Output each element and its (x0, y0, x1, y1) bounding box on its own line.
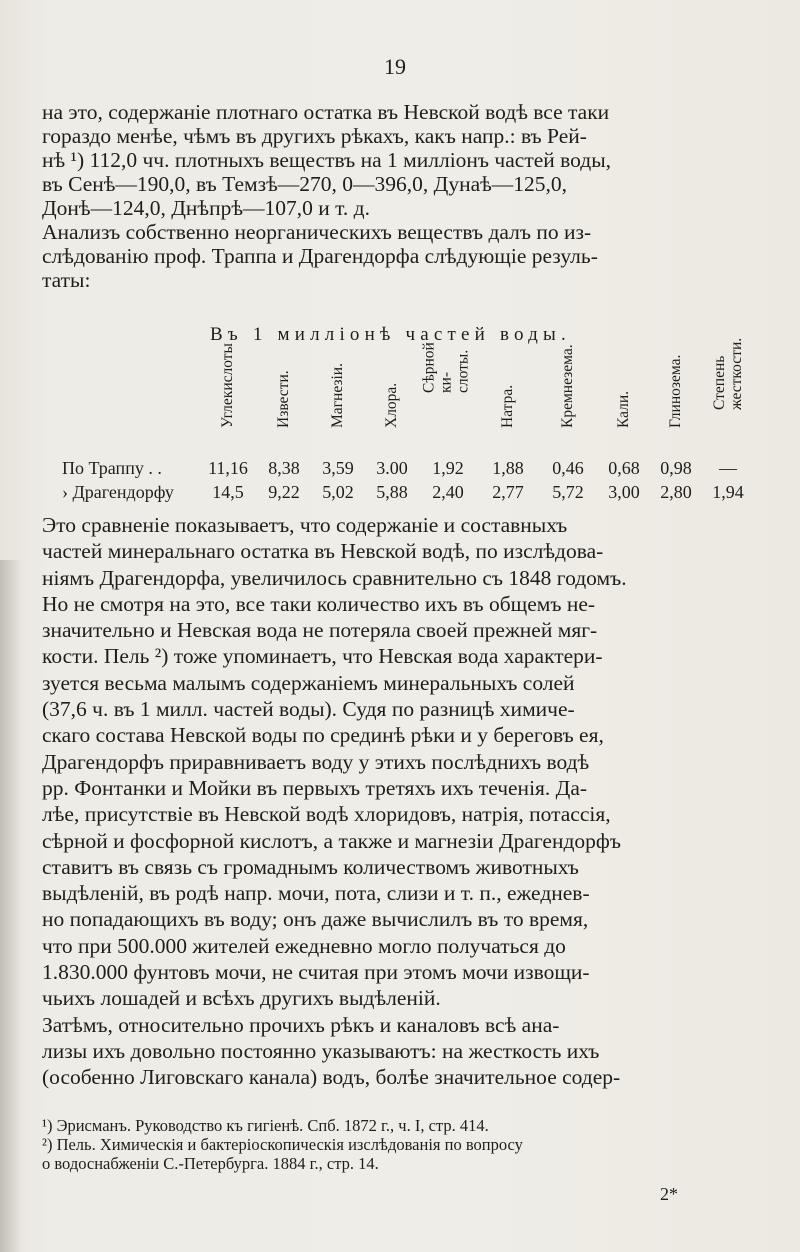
table-cell: 11,16 (208, 458, 248, 478)
table-cell: 5,72 (552, 482, 584, 502)
table-cell: 2,80 (660, 482, 692, 502)
column-header: Магнезіи. (329, 363, 346, 428)
table-cell: 3,00 (608, 482, 640, 502)
table-cell: 2,77 (492, 482, 524, 502)
table-row-label: › Драгендорфу (62, 482, 174, 502)
text-line: рр. Фонтанки и Мойки въ первыхъ третяхъ ихъ теченія. Да- (42, 775, 588, 800)
table-cell: 9,22 (268, 482, 300, 502)
text-line: сѣрной и фосфорной кислотъ, а также и магнезіи Драгендорфъ (42, 828, 621, 853)
text-line: выдѣленій, въ родѣ напр. мочи, пота, слизи и т. п., ежеднев- (42, 881, 590, 906)
footnote-line: о водоснабженіи С.-Петербурга. 1884 г., стр. 14. (42, 1154, 379, 1173)
printer-signature-mark: 2* (660, 1184, 678, 1204)
page-edge-shadow (0, 560, 22, 1252)
text-line: лизы ихъ довольно постоянно указываютъ: на жесткость ихъ (42, 1038, 600, 1063)
text-line: Это сравненіе показываетъ, что содержаніе и составныхъ (42, 513, 568, 537)
text-line: кости. Пель ²) тоже упоминаетъ, что Невская вода характери- (42, 644, 603, 669)
text-line: Донѣ—124,0, Днѣпрѣ—107,0 и т. д. (42, 196, 370, 220)
page-number: 19 (384, 54, 406, 79)
footnote-line: ¹) Эрисманъ. Руководство къ гигіенѣ. Спб. 1872 г., ч. I, стр. 414. (42, 1116, 489, 1135)
column-header: Кремнезема. (559, 344, 576, 428)
text-line: (особенно Лиговскаго канала) водъ, болѣе значительное содер- (42, 1065, 621, 1090)
text-line: Затѣмъ, относительно прочихъ рѣкъ и каналовъ всѣ ана- (42, 1012, 560, 1037)
intro-paragraph (42, 100, 754, 292)
text-line: ніямъ Драгендорфа, увеличилось сравнительно съ 1848 годомъ. (42, 565, 627, 590)
text-line: Драгендорфъ приравниваетъ воду у этихъ послѣднихъ водѣ (42, 749, 590, 774)
text-line: 1.830.000 фунтовъ мочи, не считая при этомъ мочи извощи- (42, 960, 590, 985)
text-line: ставитъ въ связь съ громаднымъ количествомъ животныхъ (42, 854, 579, 879)
body-paragraphs (42, 512, 754, 1091)
column-header: Глинозема. (667, 354, 684, 428)
column-header: Углекислоты (219, 343, 236, 428)
text-line: таты: (42, 268, 91, 292)
table-cell: 8,38 (268, 458, 300, 478)
text-line: слѣдованію проф. Траппа и Драгендорфа слѣдующіе резуль- (42, 244, 598, 268)
text-line: на это, содержаніе плотнаго остатка въ Невской водѣ все таки (42, 100, 610, 124)
text-line: Но не смотря на это, все таки количество ихъ въ общемъ не- (42, 591, 596, 616)
footnotes (42, 1116, 754, 1173)
table-cell: 5,02 (322, 482, 354, 502)
column-header: Хлора. (383, 382, 400, 428)
table-cell: 0,68 (608, 458, 640, 478)
text-line: чьихъ лошадей и всѣхъ другихъ выдѣленій. (42, 986, 441, 1011)
text-line: но попадающихъ въ воду; онъ даже вычислилъ въ то время, (42, 907, 589, 932)
table-cell: 2,40 (432, 482, 464, 502)
footnote-line: ²) Пель. Химическія и бактеріоскопическія изслѣдованія по вопросу (42, 1135, 523, 1154)
column-header: Кали. (615, 390, 632, 428)
table-cell: 0,46 (552, 458, 584, 478)
table-cell: 1,92 (432, 458, 464, 478)
table-cell: 3,59 (322, 458, 354, 478)
table-cell: 1,88 (492, 458, 524, 478)
text-line: въ Сенѣ—190,0, въ Темзѣ—270, 0—396,0, Дунаѣ—125,0, (42, 172, 568, 196)
table-cell: — (719, 458, 737, 478)
text-line: (37,6 ч. въ 1 милл. частей воды). Судя по разницѣ химиче- (42, 697, 575, 722)
text-line: скаго состава Невской воды по срединѣ рѣки и у береговъ ея, (42, 723, 604, 748)
table-cell: 5,88 (376, 482, 408, 502)
text-line: частей минеральнаго остатка въ Невской водѣ, по изслѣдова- (42, 539, 604, 564)
text-line: Анализъ собственно неорганическихъ веществъ далъ по из- (42, 220, 592, 244)
text-line: гораздо менѣе, чѣмъ въ другихъ рѣкахъ, какъ напр.: въ Рей- (42, 124, 587, 148)
table-caption: Въ 1 милліонѣ частей воды. (210, 324, 571, 345)
column-header: Степень жесткости. (711, 337, 745, 410)
table-row-label: По Траппу . . (62, 458, 162, 478)
table-cell: 1,94 (712, 482, 744, 502)
text-line: лѣе, присутствіе въ Невской водѣ хлоридовъ, натрія, потассія, (42, 802, 611, 827)
column-header: Сѣрной ки- слоты. (420, 342, 472, 393)
column-header: Извести. (275, 370, 292, 428)
table-cell: 0,98 (660, 458, 692, 478)
text-line: нѣ ¹) 112,0 чч. плотныхъ веществъ на 1 милліонъ частей воды, (42, 148, 612, 172)
text-line: зуется весьма малымъ содержаніемъ минеральныхъ солей (42, 670, 575, 695)
text-line: что при 500.000 жителей ежедневно могло получаться до (42, 933, 566, 958)
table-cell: 3.00 (376, 458, 408, 478)
table-cell: 14,5 (212, 482, 244, 502)
column-header: Натра. (499, 384, 516, 428)
text-line: значительно и Невская вода не потеряла своей прежней мяг- (42, 618, 598, 643)
